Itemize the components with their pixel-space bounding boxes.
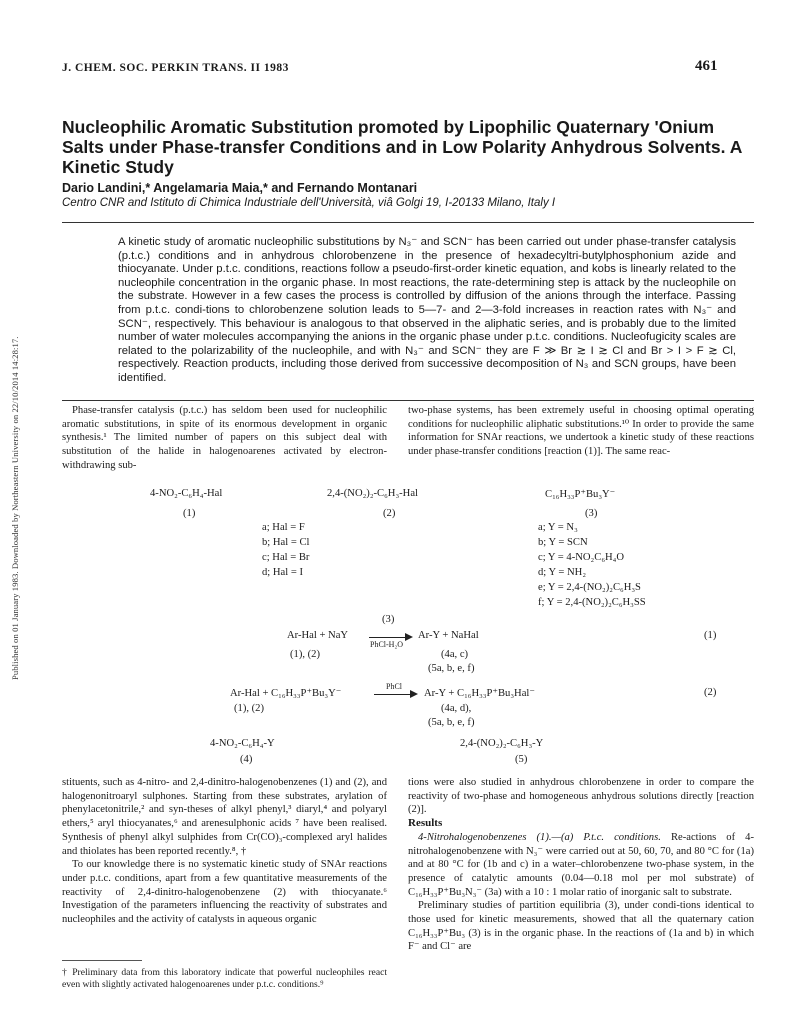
y-variant-a: a; Y = N₃	[538, 522, 578, 533]
footnote	[62, 967, 387, 991]
intro-left-column	[62, 404, 387, 473]
reaction-2-reactant-refs: (1), (2)	[234, 703, 265, 714]
body-right-paragraph-2	[408, 831, 754, 900]
y-variant-e: e; Y = 2,4-(NO₂)₂C₆H₃S	[538, 582, 641, 593]
body-left-column	[62, 776, 387, 927]
reaction-1-products: Ar-Y + NaHal	[418, 630, 479, 641]
page-number: 461	[695, 58, 718, 74]
body-right-paragraph-1: tions were also studied in anhydrous chlorobenzene in order to compare the reactivity of two-phase and homogeneous anhydrous solutions directly [reaction (2)].	[408, 777, 754, 816]
product-4: 4-NO₂-C₆H₄-Y	[210, 738, 275, 749]
y-variant-b: b; Y = SCN	[538, 537, 588, 548]
compound-3: C₁₆H₃₃P⁺Bu₃Y⁻	[545, 489, 616, 500]
intro-right-text: two-phase systems, has been extremely useful in choosing optimal operating conditions for nucleophilic aliphatic substitutions.¹⁰ In order to provide the same information for SNAr reactions, we undertook a kinetic study of these reactions under phase-transfer conditions [reaction (1)]. The same reac-	[408, 405, 754, 458]
y-variant-f: f; Y = 2,4-(NO₂)₂C₆H₃SS	[538, 597, 646, 608]
reaction-2-arrow-head	[410, 690, 418, 698]
reaction-2-arrow	[374, 694, 414, 695]
intro-right-column	[408, 404, 754, 459]
reaction-2-number: (2)	[704, 687, 717, 698]
compound-1-number: (1)	[183, 508, 196, 519]
results-heading: Results	[408, 817, 443, 830]
reaction-1-conditions: PhCl-H₂O	[370, 640, 404, 649]
body-right-column	[408, 776, 754, 954]
article-title: Nucleophilic Aromatic Substitution promoted by Lipophilic Quaternary 'Onium Salts under Phase-transfer Conditions and in Low Polarity Anhydrous Solvents. A Kinetic Study	[62, 117, 742, 177]
section-lead: 4-Nitrohalogenobenzenes (1).—(a) P.t.c. conditions.	[418, 831, 661, 843]
compound-3-number: (3)	[585, 508, 598, 519]
footnote-text: † Preliminary data from this laboratory indicate that powerful nucleophiles react even with slightly activated halogenoarenes under p.t.c. conditions.⁹	[62, 967, 387, 990]
compound-2-number: (2)	[383, 508, 396, 519]
reaction-2-product-refs-1: (4a, d),	[441, 703, 472, 714]
hal-variant-a: a; Hal = F	[262, 522, 305, 533]
reaction-2-product-refs-2: (5a, b, e, f)	[428, 717, 475, 728]
footnote-rule	[62, 960, 142, 961]
compound-2: 2,4-(NO₂)₂-C₆H₃-Hal	[327, 488, 418, 499]
top-rule	[62, 222, 754, 223]
y-variant-c: c; Y = 4-NO₂C₆H₄O	[538, 552, 625, 563]
product-5: 2,4-(NO₂)₂-C₆H₃-Y	[460, 738, 544, 749]
body-left-paragraph-1: stituents, such as 4-nitro- and 2,4-dinitro-halogenobenzenes (1) and (2), and halogenonitroaryl sulphones. Starting from these substrates, arylation of phenylacetonitrile,² and syn-theses of alkyl phenyl,³ diaryl,⁴ and polyaryl ethers,⁵ aryl thiocyanates,⁶ and arenesulphonic acids ⁷ have been realised. Synthesis of phenyl alkyl sulphides from Cr(CO)₃-complexed aryl halides and thiolates has been reported recently.⁸, †	[62, 777, 387, 857]
reaction-1-arrow	[369, 637, 409, 638]
hal-variant-d: d; Hal = I	[262, 567, 303, 578]
download-watermark: Published on 01 January 1983. Downloaded by Northeastern University on 22/10/2014 14:28:17.	[10, 336, 20, 680]
reaction-2-conditions: PhCl	[386, 682, 403, 691]
journal-running-head: J. CHEM. SOC. PERKIN TRANS. II 1983	[62, 62, 289, 74]
reaction-1-number: (1)	[704, 630, 717, 641]
abstract-text: A kinetic study of aromatic nucleophilic substitutions by N₃⁻ and SCN⁻ has been carried out under phase-transfer catalysis (p.t.c.) conditions and in anhydrous chlorobenzene in the presence of hexadecyltri-butylphosphonium azide and thiocyanate. Under p.t.c. conditions, reactions follow a pseudo-first-order kinetic equation, and kobs is linearly related to the nucleophile concentration in the organic phase. In most reactions, the rate-determining step is attack by the nucleophile on the substrate. However in a few cases the process is controlled by diffusion of the anions through the interface. Passing from p.t.c. condi-tions to chlorobenzene solution leads to 5—7- and 2—3-fold increases in reaction rates with N₃⁻ and SCN⁻, respectively. This behaviour is analogous to that observed in the aliphatic series, and is probably due to the limited number of water molecules accompanying the anions in the organic phase under p.t.c. conditions. Nucleofugicity scales are related to the polarizability of the nucleophile, and with N₃⁻ and SCN⁻ they are F ≫ Br ≳ I ≳ Cl and Br > I > F ≳ Cl, respectively. Reaction products, including those derived from successive decomposition of N₃ and SCN groups, have been identified.	[118, 236, 736, 384]
reaction-1-arrow-head	[405, 633, 413, 641]
body-right-paragraph-3: Preliminary studies of partition equilibria (3), under condi-tions identical to those used for kinetic measurements, showed that all the quaternary cation C₁₆H₃₃P⁺Bu₃ (3) is in the organic phase. In the reactions of (1a and b) in which F⁻ and Cl⁻ are	[408, 900, 754, 953]
hal-variant-b: b; Hal = Cl	[262, 537, 310, 548]
compound-1: 4-NO₂-C₆H₄-Hal	[150, 488, 223, 499]
reaction-1-reactant-refs: (1), (2)	[290, 649, 321, 660]
body-left-paragraph-2: To our knowledge there is no systematic kinetic study of SNAr reactions under p.t.c. conditions, apart from a few quantitative measurements of the reactivity of 2,4-dinitro-halogenobenzene (2) with thiocyanate.⁶ Investigation of the parameters influencing the reactivity of substrates and nucleophiles and the activity of catalysts in aqueous organic	[62, 859, 387, 926]
reaction-1-catalyst: (3)	[382, 614, 395, 625]
reaction-1-product-refs-2: (5a, b, e, f)	[428, 663, 475, 674]
reaction-2-reactants: Ar-Hal + C₁₆H₃₃P⁺Bu₃Y⁻	[230, 688, 342, 699]
product-4-number: (4)	[240, 754, 253, 765]
abstract	[118, 236, 736, 386]
reaction-1-reactants: Ar-Hal + NaY	[287, 630, 349, 641]
reaction-1-product-refs-1: (4a, c)	[441, 649, 469, 660]
reaction-2-products: Ar-Y + C₁₆H₃₃P⁺Bu₃Hal⁻	[424, 688, 535, 699]
affiliation: Centro CNR and Istituto di Chimica Industriale dell'Università, viâ Golgi 19, I-20133 Milano, Italy I	[62, 197, 556, 209]
product-5-number: (5)	[515, 754, 528, 765]
hal-variant-c: c; Hal = Br	[262, 552, 310, 563]
intro-left-text: Phase-transfer catalysis (p.t.c.) has seldom been used for nucleophilic aromatic substitutions, in spite of its enormous development in organic synthesis.¹ The limited number of papers on this subject deal with substitution of the halide in halogenoarenes activated by electron-withdrawing sub-	[62, 405, 387, 471]
y-variant-d: d; Y = NH₂	[538, 567, 587, 578]
author-list: Dario Landini,* Angelamaria Maia,* and Fernando Montanari	[62, 181, 418, 195]
abstract-rule	[62, 400, 754, 401]
paragraph-2-text: Re-actions of 4-nitrohalogenobenzene with N₃⁻ were carried out at 50, 60, 70, and 80 °C for (1a) and at 80 °C for (1b and c) in a water–chlorobenzene two-phase system, in the presence of catalytic amounts (0.04—0.18 mol per mol substrate) of C₁₆H₃₃P⁺Bu₃N₃⁻ (3a) with a 10 : 1 molar ratio of inorganic salt to substrate.	[408, 831, 754, 898]
